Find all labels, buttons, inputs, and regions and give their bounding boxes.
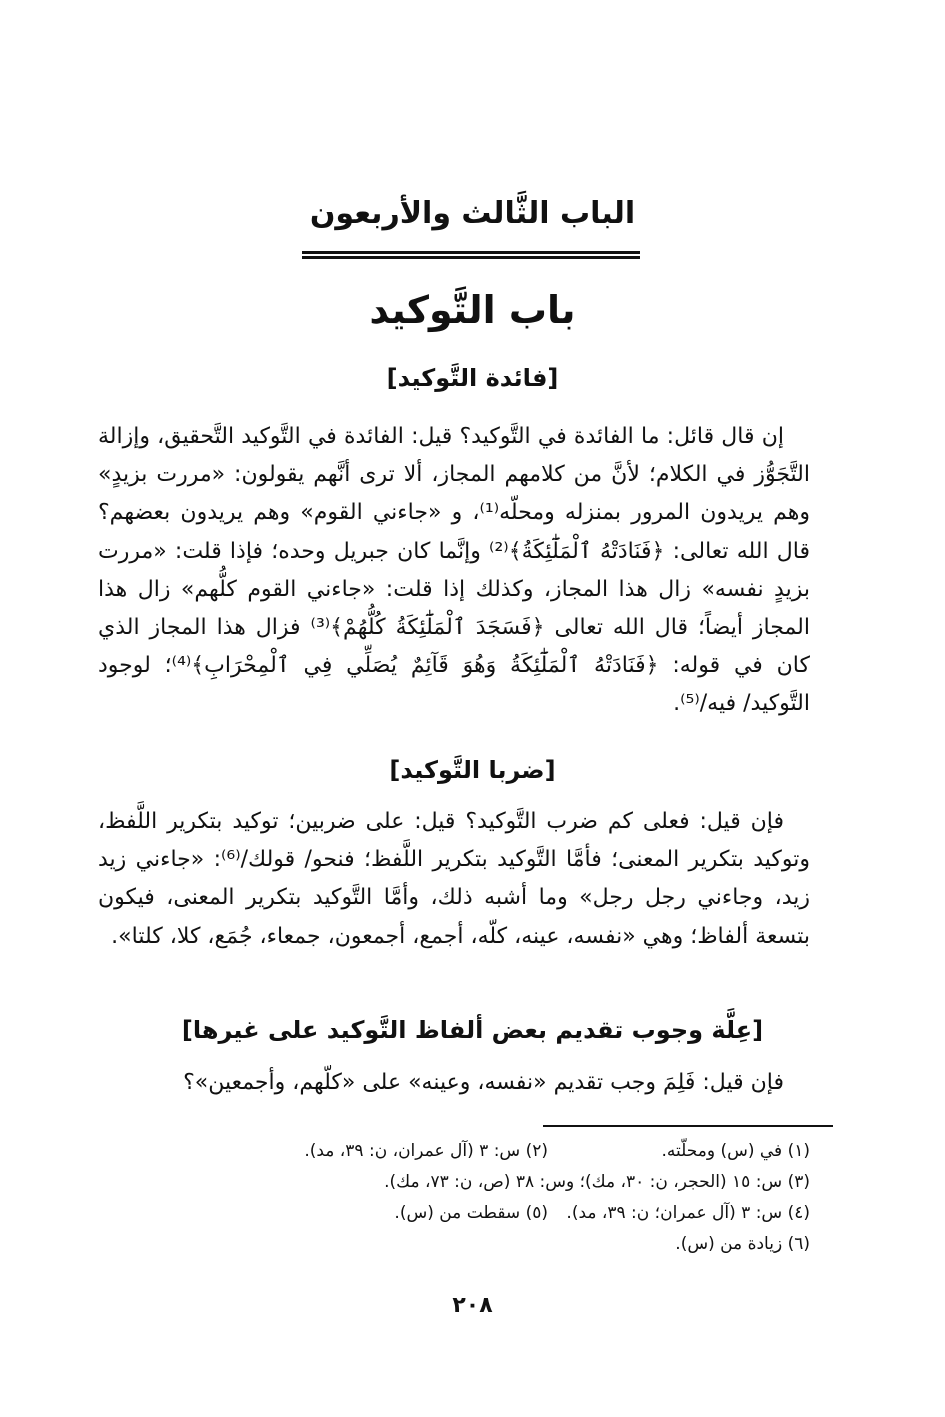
paragraph-types	[98, 803, 810, 956]
footnote-line	[98, 1136, 810, 1167]
paragraph-precedence-text: فإن قيل: فَلِمَ وجب تقديم «نفسه، وعينه» على «كلّهم، وأجمعين»؟	[183, 1070, 784, 1095]
title-double-rule	[302, 251, 640, 259]
footnote-3: (٣) س: ١٥ (الحجر، ن: ٣٠، مك)؛ وس: ٣٨ (ص، ن: ٧٣، مك).	[384, 1172, 810, 1192]
main-title: باب التَّوكيد	[369, 288, 576, 332]
paragraph-benefit	[98, 418, 810, 724]
footnote-1: (١) في (س) ومحلّته.	[661, 1141, 810, 1161]
chapter-title: الباب الثَّالث والأربعون	[309, 196, 636, 231]
footnote-6: (٦) زيادة من (س).	[675, 1234, 810, 1254]
paragraph-benefit-text: إن قال قائل: ما الفائدة في التَّوكيد؟ قيل: الفائدة في التَّوكيد التَّحقيق، وإزالة التَّجَوُّز في الكلام؛ لأنَّ من كلامهم المجاز، ألا ترى أنَّهم يقولون: «مررت بزيدٍ» وهم يريدون المرور بمنزله ومحلّه⁽¹⁾، و «جاءني القوم» وهم يريدون بعضهم؟ قال الله تعالى: ﴿فَنَادَتْهُ ٱلْمَلَٰٓئِكَةُ﴾⁽²⁾ وإنَّما كان جبريل وحده؛ فإذا قلت: «مررت بزيدٍ نفسه» زال هذا المجاز، وكذلك إذا قلت: «جاءني القوم كلُّهم» زال هذا المجاز أيضاً؛ قال الله تعالى ﴿فَسَجَدَ ٱلْمَلَٰٓئِكَةُ كُلُّهُمْ﴾⁽³⁾ فزال هذا المجاز الذي كان في قوله: ﴿فَنَادَتْهُ ٱلْمَلَٰٓئِكَةُ وَهُوَ قَآئِمٌ يُصَلِّي فِي ٱلْمِحْرَابِ﴾⁽⁴⁾؛ لوجود التَّوكيد/ فيه/⁽⁵⁾.	[98, 424, 811, 717]
footnote-5: (٥) سقطت من (س).	[394, 1203, 548, 1223]
footnote-line	[98, 1198, 810, 1229]
paragraph-types-text: فإن قيل: فعلى كم ضرب التَّوكيد؟ قيل: على ضربين؛ توكيد بتكرير اللَّفظ، وتوكيد بتكرير المعنى؛ فأمَّا التَّوكيد بتكرير اللَّفظ؛ فنحو/ قولك/⁽⁶⁾: «جاءني زيد زيد، وجاءني رجل رجل» وما أشبه ذلك، وأمَّا التَّوكيد بتكرير المعنى، فيكون بتسعة ألفاظ؛ وهي «نفسه، عينه، كلّه، أجمع، أجمعون، جمعاء، جُمَع، كلا، كلتا».	[98, 809, 810, 949]
footnote-line	[98, 1229, 810, 1260]
page-number: ٢٠٨	[452, 1293, 493, 1318]
section-heading-benefit: [فائدة التَّوكيد]	[386, 364, 559, 392]
section-heading-precedence: [عِلَّة وجوب تقديم بعض ألفاظ التَّوكيد على غيرها]	[181, 1016, 764, 1044]
footnote-4: (٤) س: ٣ (آل عمران؛ ن: ٣٩، مد).	[566, 1203, 810, 1223]
paragraph-precedence	[98, 1064, 810, 1102]
footnote-line	[98, 1167, 810, 1198]
footnote-2: (٢) س: ٣ (آل عمران، ن: ٣٩، مد).	[304, 1141, 548, 1161]
footnotes	[98, 1136, 810, 1260]
footnote-separator	[543, 1125, 833, 1127]
section-heading-types: [ضربا التَّوكيد]	[389, 756, 556, 784]
